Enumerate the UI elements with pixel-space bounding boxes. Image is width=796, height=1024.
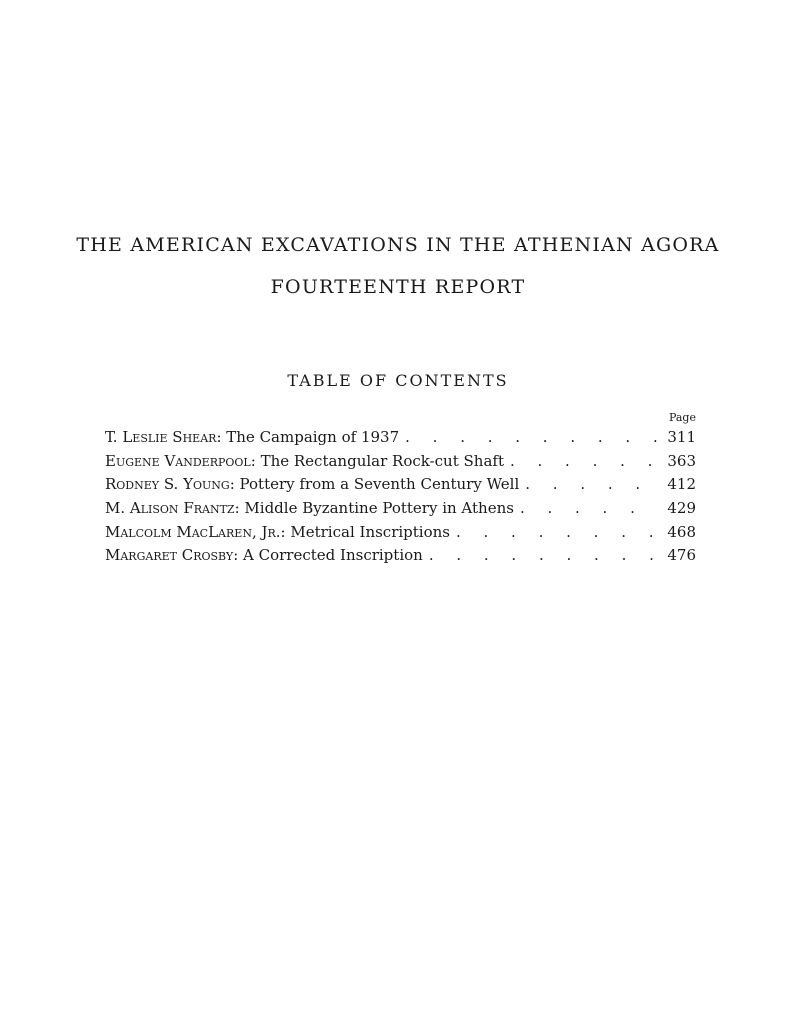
toc-entry-frantz [105,499,696,523]
toc-page-number: 311 [667,428,696,446]
toc-page-number: 476 [667,546,696,565]
dot-leader [456,523,658,541]
toc-separator: : [233,546,244,565]
toc-entry-young [105,475,696,499]
toc-entry-maclaren [105,523,696,547]
main-title: THE AMERICAN EXCAVATIONS IN THE ATHENIAN AGORA [76,234,720,256]
toc-entry-text [105,452,504,470]
toc-separator: : [216,428,227,446]
toc-heading: TABLE OF CONTENTS [287,371,509,390]
toc-article-title: The Campaign of 1937 [226,428,400,446]
toc-entry-shear [105,428,696,452]
toc-article-title: A Corrected Inscription [243,546,423,565]
table-of-contents [105,428,696,570]
toc-author: Malcolm MacLaren, Jr. [105,522,281,541]
toc-author: Eugene Vanderpool [105,451,251,470]
toc-page-number: 412 [667,475,696,494]
page-column-label: Page [668,411,696,424]
toc-separator: : [280,522,291,541]
toc-article-title: Middle Byzantine Pottery in Athens [244,499,514,518]
toc-entry-text [105,546,423,564]
toc-author: T. Leslie Shear [105,428,217,446]
report-subtitle: FOURTEENTH REPORT [270,276,526,298]
toc-author: Margaret Crosby [105,546,234,565]
dot-leader [525,475,658,493]
toc-article-title: The Rectangular Rock-cut Shaft [260,451,504,470]
toc-separator: : [229,475,240,494]
toc-entry-vanderpool [105,452,696,476]
toc-separator: : [234,499,245,518]
dot-leader [405,428,658,446]
toc-page-number: 468 [667,522,696,541]
dot-leader [429,546,658,564]
toc-entry-crosby [105,546,696,570]
toc-article-title: Pottery from a Seventh Century Well [239,475,520,494]
toc-entry-text [105,499,514,517]
toc-author: M. Alison Frantz [105,499,235,518]
toc-separator: : [250,451,261,470]
toc-author: Rodney S. Young [105,475,230,494]
toc-entry-text [105,428,399,446]
toc-entry-text [105,475,519,493]
toc-page-number: 429 [667,499,696,518]
toc-article-title: Metrical Inscriptions [290,522,450,541]
toc-page-number: 363 [667,451,696,470]
toc-entry-text [105,523,450,541]
dot-leader [520,499,658,517]
dot-leader [510,452,658,470]
